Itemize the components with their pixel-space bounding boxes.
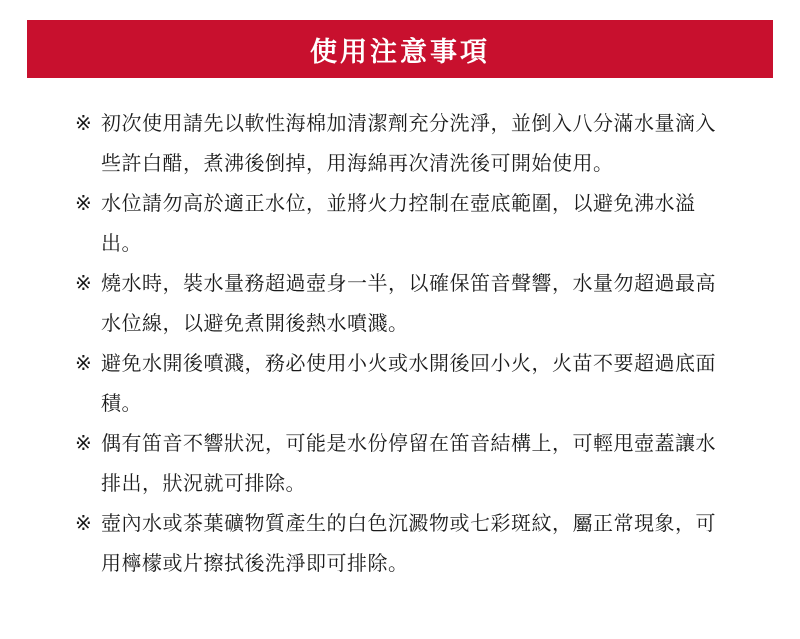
reference-mark-icon: ※ (75, 351, 93, 375)
note-item (75, 183, 735, 263)
note-item (75, 103, 735, 183)
reference-mark-icon: ※ (75, 431, 93, 455)
note-item (75, 503, 735, 583)
note-text: 水位請勿高於適正水位，並將火力控制在壺底範圍，以避免沸水溢出。 (101, 191, 696, 255)
usage-notes-list (75, 103, 735, 583)
title-banner (27, 20, 773, 78)
note-text: 偶有笛音不響狀況，可能是水份停留在笛音結構上，可輕甩壺蓋讓水排出，狀況就可排除。 (101, 431, 716, 495)
reference-mark-icon: ※ (75, 271, 93, 295)
note-text: 避免水開後噴濺，務必使用小火或水開後回小火，火苗不要超過底面積。 (101, 351, 716, 415)
reference-mark-icon: ※ (75, 111, 93, 135)
reference-mark-icon: ※ (75, 511, 93, 535)
reference-mark-icon: ※ (75, 191, 93, 215)
page-title: 使用注意事項 (310, 36, 490, 68)
note-text: 初次使用請先以軟性海棉加清潔劑充分洗淨，並倒入八分滿水量滴入些許白醋，煮沸後倒掉，用海綿再次清洗後可開始使用。 (101, 111, 716, 175)
note-item (75, 423, 735, 503)
note-item (75, 343, 735, 423)
note-text: 燒水時，裝水量務超過壺身一半，以確保笛音聲響，水量勿超過最高水位線，以避免煮開後熱水噴濺。 (101, 271, 716, 335)
note-text: 壺內水或茶葉礦物質產生的白色沉澱物或七彩斑紋，屬正常現象，可用檸檬或片擦拭後洗淨即可排除。 (101, 511, 716, 575)
note-item (75, 263, 735, 343)
